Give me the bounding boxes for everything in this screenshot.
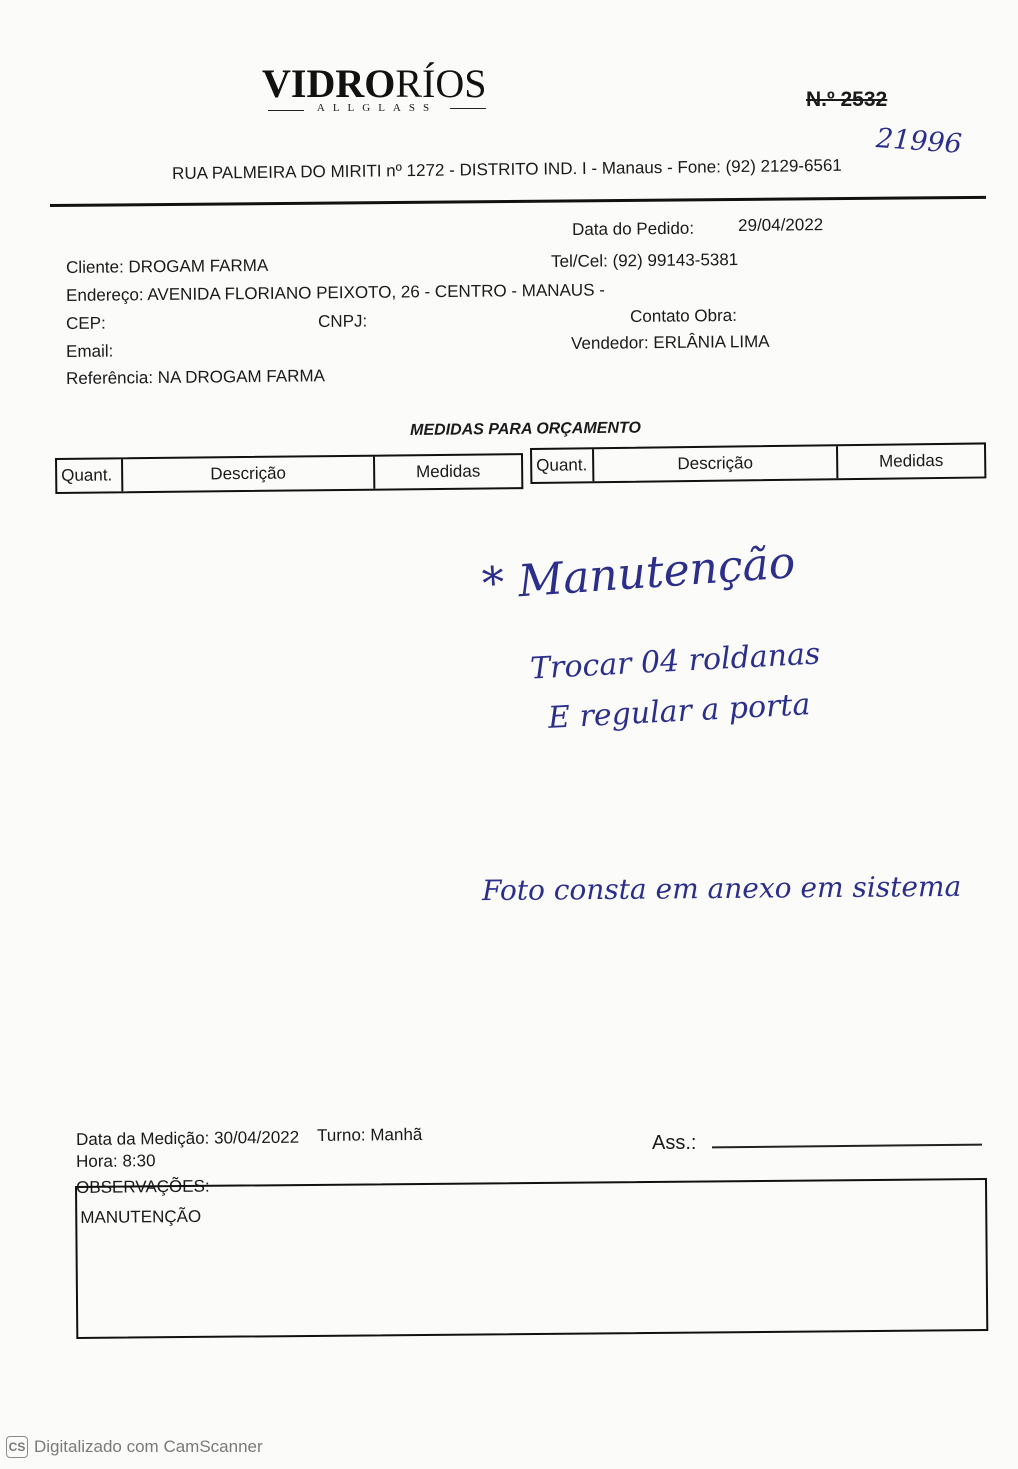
endereco-field: Endereço: AVENIDA FLORIANO PEIXOTO, 26 - CENTRO - MANAUS - xyxy=(66,280,605,305)
col-medidas: Medidas xyxy=(415,461,481,482)
company-logo xyxy=(262,62,492,124)
telcel-field: Tel/Cel: (92) 99143-5381 xyxy=(551,250,739,271)
observacoes-box xyxy=(75,1178,988,1339)
handwritten-note: Trocar 04 roldanas xyxy=(529,636,822,687)
col-quant: Quant. xyxy=(57,459,123,492)
handwritten-note: Foto consta em anexo em sistema xyxy=(481,869,962,908)
logo-rule-right xyxy=(450,108,486,109)
col-descricao: Descrição xyxy=(123,457,375,492)
data-medicao-field: Data da Medição: 30/04/2022 xyxy=(76,1127,300,1149)
col-medidas: Medidas xyxy=(878,450,944,471)
referencia-field: Referência: NA DROGAM FARMA xyxy=(66,366,326,388)
logo-wordmark: VIDRORÍOS xyxy=(262,61,487,106)
section-title: MEDIDAS PARA ORÇAMENTO xyxy=(410,419,641,439)
handwritten-note: * Manutenção xyxy=(480,537,797,610)
watermark-text: Digitalizado com CamScanner xyxy=(34,1437,263,1456)
contato-obra-field: Contato Obra: xyxy=(630,305,737,326)
signature-line xyxy=(712,1144,982,1149)
measures-table-header-right xyxy=(530,442,986,484)
camscanner-icon: CS xyxy=(6,1436,28,1458)
vendedor-field: Vendedor: ERLÂNIA LIMA xyxy=(571,331,770,353)
handwritten-order-number: 21996 xyxy=(875,123,963,160)
turno-field: Turno: Manhã xyxy=(317,1124,423,1145)
email-field: Email: xyxy=(66,341,114,361)
hora-field: Hora: 8:30 xyxy=(76,1151,156,1171)
scanner-watermark xyxy=(6,1436,263,1458)
cep-field: CEP: xyxy=(66,313,106,333)
cnpj-field: CNPJ: xyxy=(318,311,368,331)
observacoes-label: OBSERVAÇÕES: xyxy=(76,1176,210,1197)
signature-label: Ass.: xyxy=(652,1132,697,1154)
handwritten-note: E regular a porta xyxy=(547,687,812,736)
measures-table-header-left xyxy=(55,453,523,494)
logo-tagline: ALLGLASS xyxy=(316,102,438,114)
order-number-struck: N.º 2532 xyxy=(806,88,888,111)
header-divider xyxy=(50,196,986,207)
col-descricao: Descrição xyxy=(594,446,838,481)
data-pedido-value: 29/04/2022 xyxy=(738,215,824,235)
company-address: RUA PALMEIRA DO MIRITI nº 1272 - DISTRITO IND. I - Manaus - Fone: (92) 2129-6561 xyxy=(172,155,842,183)
observacoes-text: MANUTENÇÃO xyxy=(80,1206,202,1227)
col-quant: Quant. xyxy=(532,449,594,482)
data-pedido-label: Data do Pedido: xyxy=(572,218,695,239)
cliente-field: Cliente: DROGAM FARMA xyxy=(66,255,269,277)
